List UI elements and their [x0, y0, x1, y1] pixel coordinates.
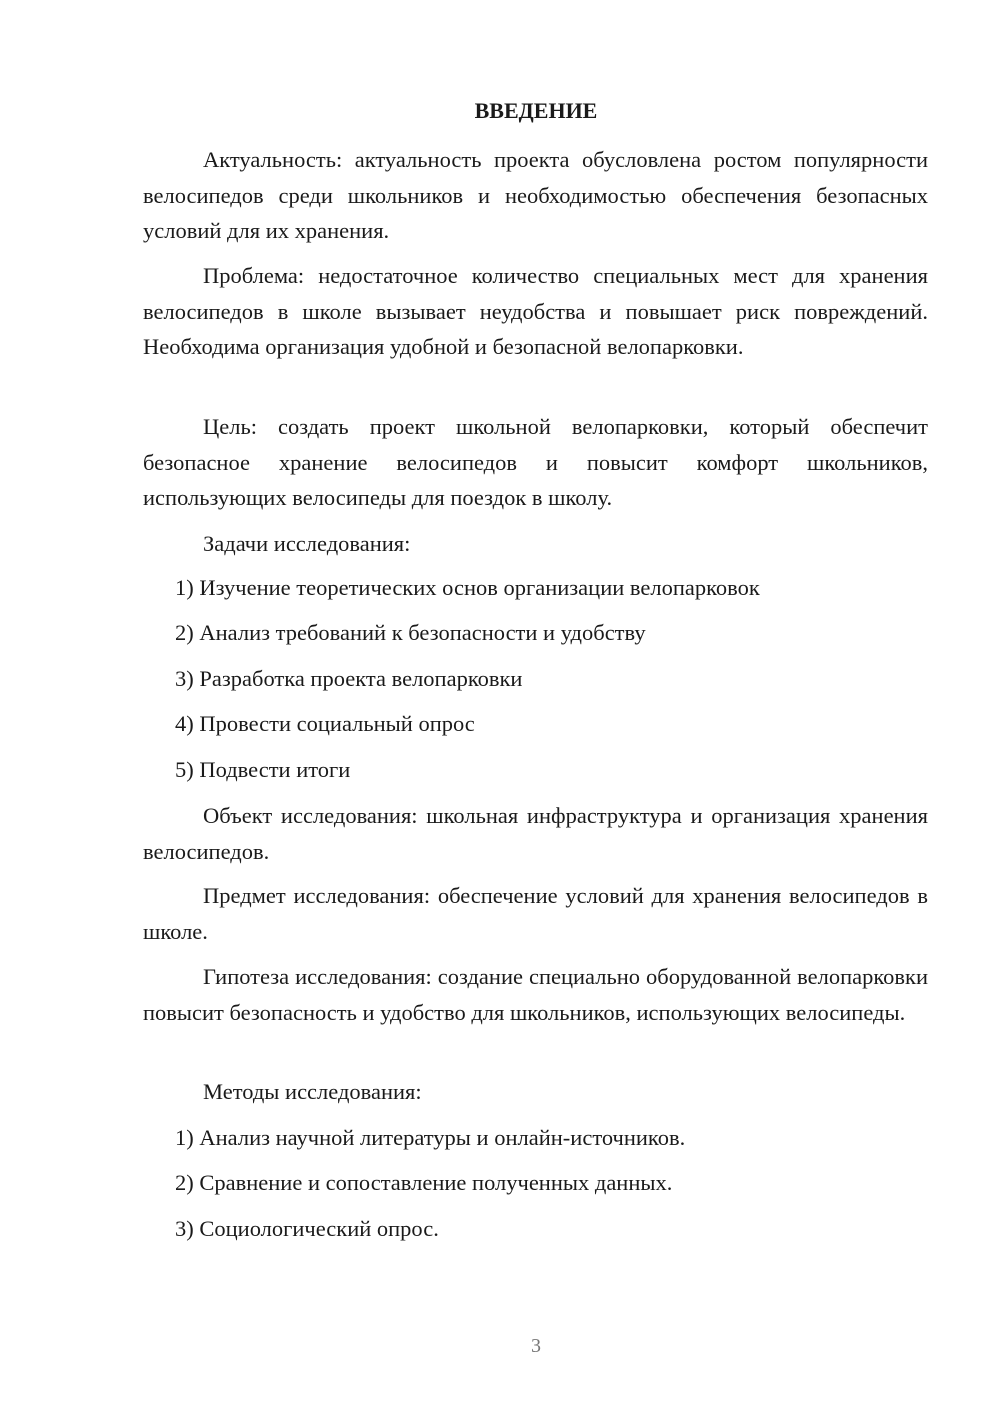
method-item-1: 1) Анализ научной литературы и онлайн-источников. [175, 1125, 686, 1150]
subject-paragraph: Предмет исследования: обеспечение условий для хранения велосипедов в школе. [143, 883, 928, 944]
task-item-3: 3) Разработка проекта велопарковки [175, 666, 523, 691]
methods-heading: Методы исследования: [203, 1079, 422, 1104]
task-item-4: 4) Провести социальный опрос [175, 711, 475, 736]
method-item-3: 3) Социологический опрос. [175, 1216, 439, 1241]
task-item-2: 2) Анализ требований к безопасности и удобству [175, 620, 646, 645]
method-item-2: 2) Сравнение и сопоставление полученных данных. [175, 1170, 673, 1195]
task-item-5: 5) Подвести итоги [175, 757, 351, 782]
tasks-heading: Задачи исследования: [203, 531, 411, 556]
page-number: 3 [531, 1335, 541, 1357]
page-title: ВВЕДЕНИЕ [474, 98, 598, 123]
goal-paragraph: Цель: создать проект школьной велопарковки, который обеспечит безопасное хранение велосипедов и повысит комфорт школьников, использующих велосипеды для поездок в школу. [143, 414, 928, 510]
object-paragraph: Объект исследования: школьная инфраструктура и организация хранения велосипедов. [143, 803, 928, 864]
task-item-1: 1) Изучение теоретических основ организации велопарковок [175, 575, 760, 600]
problem-paragraph: Проблема: недостаточное количество специальных мест для хранения велосипедов в школе вызывает неудобства и повышает риск повреждений. Необходима организация удобной и безопасной велопарковки. [143, 263, 928, 359]
hypothesis-paragraph: Гипотеза исследования: создание специально оборудованной велопарковки повысит безопасность и удобство для школьников, использующих велосипеды. [143, 964, 928, 1025]
relevance-paragraph: Актуальность: актуальность проекта обусловлена ростом популярности велосипедов среди школьников и необходимостью обеспечения безопасных условий для их хранения. [143, 147, 928, 243]
